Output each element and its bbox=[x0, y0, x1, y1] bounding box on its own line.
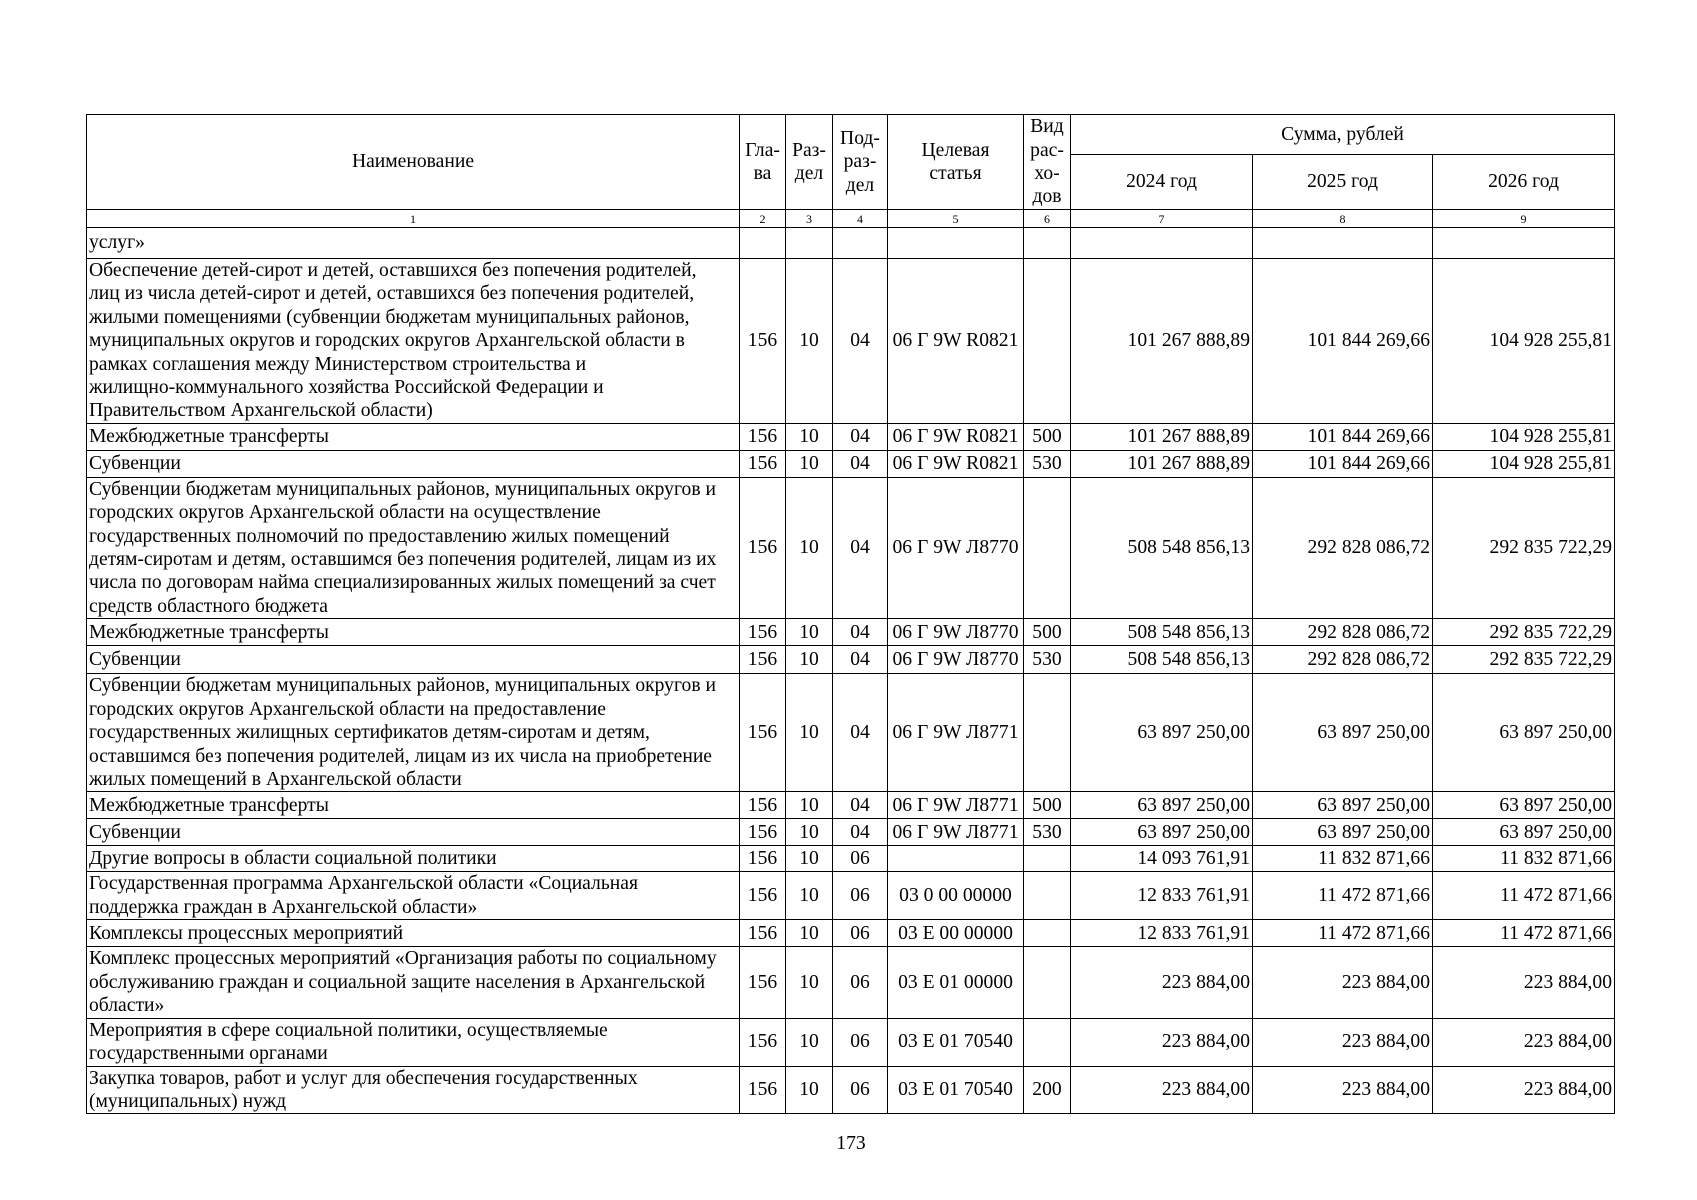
cell-sum-2026 bbox=[1433, 228, 1615, 259]
cell-glava: 156 bbox=[740, 423, 786, 450]
cell-vid: 500 bbox=[1024, 792, 1071, 819]
cell-razdel: 10 bbox=[786, 423, 833, 450]
cell-podrazdel: 04 bbox=[833, 619, 888, 646]
cell-razdel: 10 bbox=[786, 947, 833, 1018]
cell-target: 06 Г 9W Л8770 bbox=[888, 646, 1024, 674]
table-row bbox=[87, 792, 1615, 819]
cell-target: 06 Г 9W R0821 bbox=[888, 450, 1024, 477]
cell-razdel: 10 bbox=[786, 1018, 833, 1066]
cell-sum-2026: 11 832 871,66 bbox=[1433, 846, 1615, 872]
cell-razdel: 10 bbox=[786, 619, 833, 646]
header-year-2026: 2026 год bbox=[1433, 155, 1615, 210]
cell-target: 06 Г 9W Л8771 bbox=[888, 819, 1024, 846]
cell-podrazdel: 06 bbox=[833, 846, 888, 872]
cell-glava: 156 bbox=[740, 872, 786, 920]
cell-razdel: 10 bbox=[786, 259, 833, 424]
cell-podrazdel: 04 bbox=[833, 819, 888, 846]
cell-sum-2024: 223 884,00 bbox=[1071, 1018, 1253, 1066]
cell-sum-2025: 101 844 269,66 bbox=[1253, 450, 1433, 477]
cell-target: 03 Е 01 00000 bbox=[888, 947, 1024, 1018]
cell-target: 03 0 00 00000 bbox=[888, 872, 1024, 920]
table-row bbox=[87, 477, 1615, 618]
cell-sum-2025: 223 884,00 bbox=[1253, 1018, 1433, 1066]
table-row bbox=[87, 228, 1615, 259]
cell-sum-2024: 508 548 856,13 bbox=[1071, 646, 1253, 674]
cell-sum-2026: 11 472 871,66 bbox=[1433, 872, 1615, 920]
cell-razdel: 10 bbox=[786, 792, 833, 819]
table-row bbox=[87, 674, 1615, 792]
table-row bbox=[87, 646, 1615, 674]
cell-sum-2025: 292 828 086,72 bbox=[1253, 619, 1433, 646]
cell-podrazdel: 04 bbox=[833, 674, 888, 792]
cell-sum-2024: 508 548 856,13 bbox=[1071, 619, 1253, 646]
cell-vid: 200 bbox=[1024, 1066, 1071, 1114]
cell-sum-2025 bbox=[1253, 228, 1433, 259]
cell-sum-2026: 292 835 722,29 bbox=[1433, 646, 1615, 674]
cell-razdel: 10 bbox=[786, 477, 833, 618]
table-row bbox=[87, 259, 1615, 424]
cell-target: 06 Г 9W Л8771 bbox=[888, 792, 1024, 819]
cell-target: 03 Е 00 00000 bbox=[888, 920, 1024, 947]
cell-sum-2026: 63 897 250,00 bbox=[1433, 674, 1615, 792]
cell-glava: 156 bbox=[740, 1066, 786, 1114]
cell-podrazdel: 04 bbox=[833, 792, 888, 819]
cell-vid: 500 bbox=[1024, 619, 1071, 646]
cell-sum-2026: 223 884,00 bbox=[1433, 1018, 1615, 1066]
cell-podrazdel: 06 bbox=[833, 1018, 888, 1066]
cell-razdel: 10 bbox=[786, 1066, 833, 1114]
table-row bbox=[87, 450, 1615, 477]
cell-vid: 500 bbox=[1024, 423, 1071, 450]
cell-sum-2025: 11 832 871,66 bbox=[1253, 846, 1433, 872]
table-row bbox=[87, 819, 1615, 846]
cell-razdel: 10 bbox=[786, 819, 833, 846]
cell-sum-2024: 223 884,00 bbox=[1071, 1066, 1253, 1114]
cell-name: Комплексы процессных мероприятий bbox=[87, 920, 740, 947]
table-row bbox=[87, 1066, 1615, 1114]
cell-sum-2026: 292 835 722,29 bbox=[1433, 477, 1615, 618]
cell-podrazdel bbox=[833, 228, 888, 259]
cell-target: 06 Г 9W R0821 bbox=[888, 259, 1024, 424]
cell-name: Субвенции bbox=[87, 819, 740, 846]
cell-razdel: 10 bbox=[786, 872, 833, 920]
cell-sum-2024: 63 897 250,00 bbox=[1071, 674, 1253, 792]
cell-sum-2025: 101 844 269,66 bbox=[1253, 259, 1433, 424]
table-row bbox=[87, 846, 1615, 872]
cell-target bbox=[888, 846, 1024, 872]
cell-vid bbox=[1024, 674, 1071, 792]
cell-glava: 156 bbox=[740, 674, 786, 792]
cell-sum-2026: 292 835 722,29 bbox=[1433, 619, 1615, 646]
cell-podrazdel: 06 bbox=[833, 1066, 888, 1114]
cell-sum-2026: 104 928 255,81 bbox=[1433, 259, 1615, 424]
cell-sum-2024: 12 833 761,91 bbox=[1071, 872, 1253, 920]
cell-sum-2024: 12 833 761,91 bbox=[1071, 920, 1253, 947]
cell-name: Субвенции bbox=[87, 450, 740, 477]
column-number: 6 bbox=[1024, 210, 1071, 228]
cell-name: Межбюджетные трансферты bbox=[87, 792, 740, 819]
header-year-2025: 2025 год bbox=[1253, 155, 1433, 210]
column-number: 5 bbox=[888, 210, 1024, 228]
header-name: Наименование bbox=[87, 115, 740, 210]
cell-target: 06 Г 9W Л8771 bbox=[888, 674, 1024, 792]
column-number: 2 bbox=[740, 210, 786, 228]
cell-podrazdel: 06 bbox=[833, 872, 888, 920]
cell-name: услуг» bbox=[87, 228, 740, 259]
cell-razdel: 10 bbox=[786, 450, 833, 477]
cell-podrazdel: 04 bbox=[833, 450, 888, 477]
column-number: 9 bbox=[1433, 210, 1615, 228]
cell-name: Субвенции бюджетам муниципальных районов, муниципальных округов и городских округов Архангельской области на предоставление государственных жилищных сертификатов детям-сиротам и детям, оставшимся без попечения родителей, лицам из их числа на приобретение жилых помещений в Архангельской области bbox=[87, 674, 740, 792]
cell-sum-2024: 14 093 761,91 bbox=[1071, 846, 1253, 872]
cell-vid bbox=[1024, 846, 1071, 872]
cell-name: Закупка товаров, работ и услуг для обеспечения государственных (муниципальных) нужд bbox=[87, 1066, 740, 1114]
cell-sum-2026: 63 897 250,00 bbox=[1433, 819, 1615, 846]
cell-podrazdel: 04 bbox=[833, 477, 888, 618]
header-target: Целевая статья bbox=[888, 115, 1024, 210]
cell-target: 06 Г 9W Л8770 bbox=[888, 477, 1024, 618]
cell-name: Обеспечение детей-сирот и детей, оставшихся без попечения родителей, лиц из числа детей-сирот и детей, оставшихся без попечения родителей, жилыми помещениями (субвенции бюджетам муниципальных районов, муниципальных округов и городских округов Архангельской области в рамках соглашения между Министерством строительства и жилищно-коммунального хозяйства Российской Федерации и Правительством Архангельской области) bbox=[87, 259, 740, 424]
cell-vid: 530 bbox=[1024, 450, 1071, 477]
cell-glava: 156 bbox=[740, 646, 786, 674]
column-number: 7 bbox=[1071, 210, 1253, 228]
cell-sum-2024: 101 267 888,89 bbox=[1071, 450, 1253, 477]
cell-sum-2026: 104 928 255,81 bbox=[1433, 423, 1615, 450]
column-number: 4 bbox=[833, 210, 888, 228]
cell-name: Субвенции бюджетам муниципальных районов, муниципальных округов и городских округов Архангельской области на осуществление государственных полномочий по предоставлению жилых помещений детям-сиротам и детям, оставшимся без попечения родителей, лицам из их числа по договорам найма специализированных жилых помещений за счет средств областного бюджета bbox=[87, 477, 740, 618]
cell-sum-2025: 292 828 086,72 bbox=[1253, 646, 1433, 674]
cell-name: Комплекс процессных мероприятий «Организация работы по социальному обслуживанию граждан и социальной защите населения в Архангельской области» bbox=[87, 947, 740, 1018]
cell-razdel: 10 bbox=[786, 646, 833, 674]
cell-name: Межбюджетные трансферты bbox=[87, 619, 740, 646]
header-glava: Гла- ва bbox=[740, 115, 786, 210]
cell-glava: 156 bbox=[740, 259, 786, 424]
cell-sum-2025: 101 844 269,66 bbox=[1253, 423, 1433, 450]
header-sum: Сумма, рублей bbox=[1071, 115, 1615, 155]
cell-razdel: 10 bbox=[786, 846, 833, 872]
cell-target bbox=[888, 228, 1024, 259]
cell-vid: 530 bbox=[1024, 646, 1071, 674]
cell-sum-2025: 11 472 871,66 bbox=[1253, 920, 1433, 947]
cell-target: 03 Е 01 70540 bbox=[888, 1018, 1024, 1066]
cell-razdel: 10 bbox=[786, 674, 833, 792]
cell-glava: 156 bbox=[740, 477, 786, 618]
cell-podrazdel: 06 bbox=[833, 920, 888, 947]
cell-vid bbox=[1024, 947, 1071, 1018]
table-row bbox=[87, 947, 1615, 1018]
cell-sum-2024 bbox=[1071, 228, 1253, 259]
cell-podrazdel: 04 bbox=[833, 646, 888, 674]
cell-sum-2024: 101 267 888,89 bbox=[1071, 259, 1253, 424]
column-number: 3 bbox=[786, 210, 833, 228]
cell-sum-2025: 63 897 250,00 bbox=[1253, 792, 1433, 819]
cell-sum-2025: 63 897 250,00 bbox=[1253, 674, 1433, 792]
header-row bbox=[87, 115, 1615, 155]
cell-sum-2025: 11 472 871,66 bbox=[1253, 872, 1433, 920]
cell-name: Субвенции bbox=[87, 646, 740, 674]
page-number: 173 bbox=[836, 1133, 866, 1154]
cell-sum-2025: 63 897 250,00 bbox=[1253, 819, 1433, 846]
cell-podrazdel: 04 bbox=[833, 423, 888, 450]
cell-target: 06 Г 9W Л8770 bbox=[888, 619, 1024, 646]
cell-vid bbox=[1024, 228, 1071, 259]
cell-sum-2026: 11 472 871,66 bbox=[1433, 920, 1615, 947]
cell-name: Межбюджетные трансферты bbox=[87, 423, 740, 450]
table-row bbox=[87, 423, 1615, 450]
cell-sum-2024: 63 897 250,00 bbox=[1071, 819, 1253, 846]
cell-sum-2024: 101 267 888,89 bbox=[1071, 423, 1253, 450]
cell-razdel bbox=[786, 228, 833, 259]
cell-vid bbox=[1024, 920, 1071, 947]
cell-vid bbox=[1024, 1018, 1071, 1066]
cell-glava bbox=[740, 228, 786, 259]
cell-sum-2024: 63 897 250,00 bbox=[1071, 792, 1253, 819]
cell-name: Государственная программа Архангельской области «Социальная поддержка граждан в Архангельской области» bbox=[87, 872, 740, 920]
cell-sum-2026: 223 884,00 bbox=[1433, 1066, 1615, 1114]
table-row bbox=[87, 619, 1615, 646]
cell-glava: 156 bbox=[740, 819, 786, 846]
table-row bbox=[87, 872, 1615, 920]
cell-glava: 156 bbox=[740, 619, 786, 646]
table-row bbox=[87, 920, 1615, 947]
cell-sum-2025: 223 884,00 bbox=[1253, 1066, 1433, 1114]
cell-podrazdel: 06 bbox=[833, 947, 888, 1018]
cell-sum-2024: 508 548 856,13 bbox=[1071, 477, 1253, 618]
header-podrazdel: Под- раз- дел bbox=[833, 115, 888, 210]
cell-glava: 156 bbox=[740, 920, 786, 947]
header-razdel: Раз- дел bbox=[786, 115, 833, 210]
cell-sum-2026: 104 928 255,81 bbox=[1433, 450, 1615, 477]
cell-sum-2024: 223 884,00 bbox=[1071, 947, 1253, 1018]
cell-glava: 156 bbox=[740, 1018, 786, 1066]
budget-table bbox=[86, 114, 1615, 1114]
cell-target: 03 Е 01 70540 bbox=[888, 1066, 1024, 1114]
cell-sum-2026: 223 884,00 bbox=[1433, 947, 1615, 1018]
cell-glava: 156 bbox=[740, 792, 786, 819]
cell-sum-2025: 223 884,00 bbox=[1253, 947, 1433, 1018]
cell-podrazdel: 04 bbox=[833, 259, 888, 424]
cell-vid bbox=[1024, 477, 1071, 618]
cell-glava: 156 bbox=[740, 947, 786, 1018]
column-number: 1 bbox=[87, 210, 740, 228]
header-vid: Вид рас- хо- дов bbox=[1024, 115, 1071, 210]
cell-target: 06 Г 9W R0821 bbox=[888, 423, 1024, 450]
cell-vid bbox=[1024, 259, 1071, 424]
header-year-2024: 2024 год bbox=[1071, 155, 1253, 210]
cell-razdel: 10 bbox=[786, 920, 833, 947]
cell-vid bbox=[1024, 872, 1071, 920]
cell-sum-2026: 63 897 250,00 bbox=[1433, 792, 1615, 819]
column-numbers-row bbox=[87, 210, 1615, 228]
column-number: 8 bbox=[1253, 210, 1433, 228]
cell-name: Другие вопросы в области социальной политики bbox=[87, 846, 740, 872]
cell-name: Мероприятия в сфере социальной политики, осуществляемые государственными органами bbox=[87, 1018, 740, 1066]
cell-glava: 156 bbox=[740, 450, 786, 477]
cell-glava: 156 bbox=[740, 846, 786, 872]
cell-sum-2025: 292 828 086,72 bbox=[1253, 477, 1433, 618]
table-row bbox=[87, 1018, 1615, 1066]
cell-vid: 530 bbox=[1024, 819, 1071, 846]
